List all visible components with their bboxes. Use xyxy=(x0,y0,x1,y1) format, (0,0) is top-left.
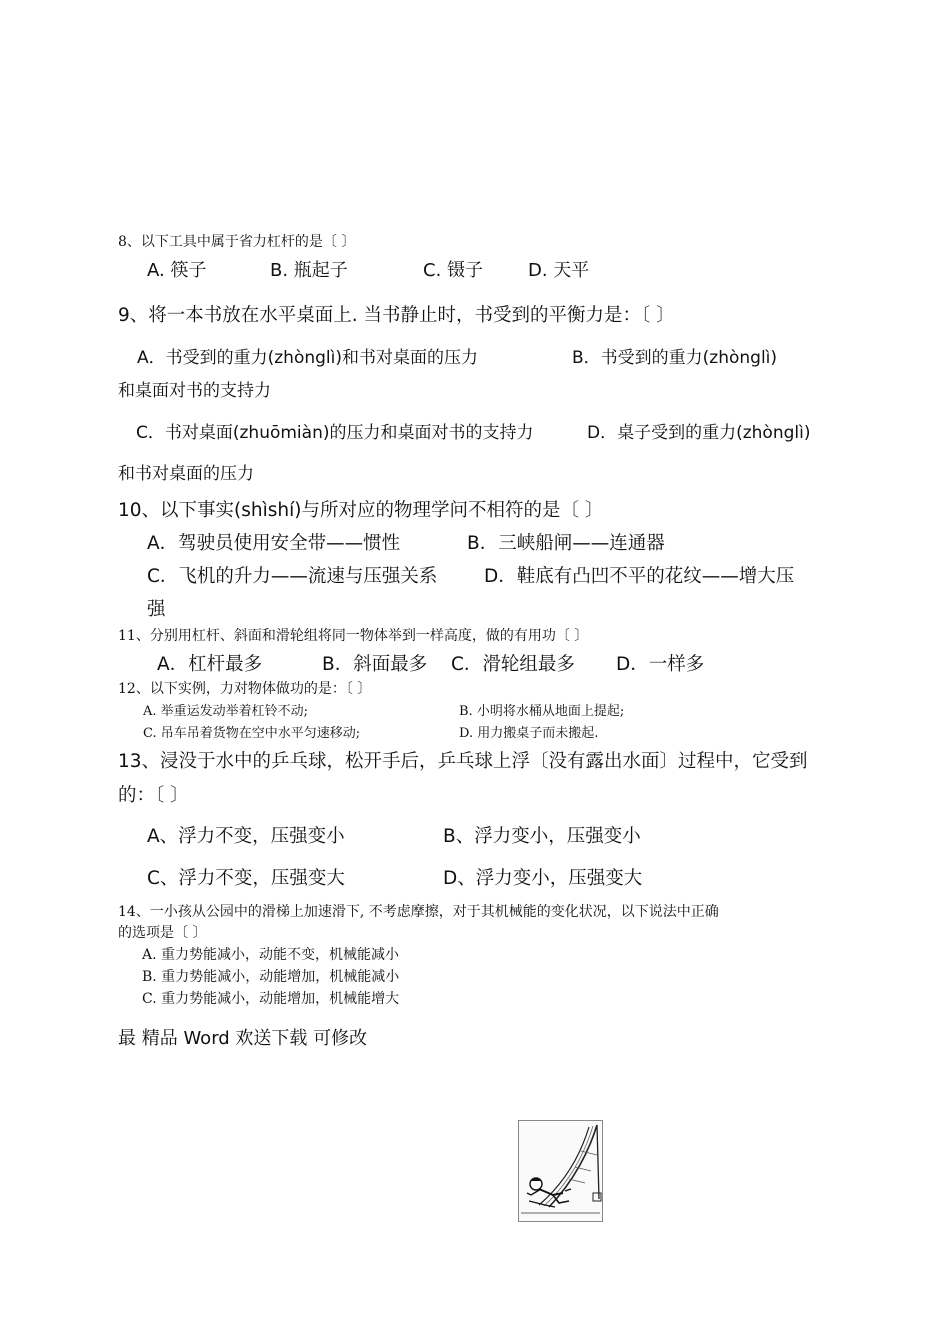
q10-option-d-cont: 强 xyxy=(147,599,166,620)
q12-option-a: A. 举重运发动举着杠铃不动; xyxy=(143,704,309,719)
q13-stem-cont: 的：〔 〕 xyxy=(118,785,189,806)
q9-option-b-cont: 和桌面对书的支持力 xyxy=(118,381,271,401)
q14-stem-cont: 的选项是〔 〕 xyxy=(118,925,207,941)
q11-option-a: A．杠杆最多 xyxy=(157,654,263,675)
q8-option-c: C. 镊子 xyxy=(423,260,484,281)
q11-option-c: C．滑轮组最多 xyxy=(451,654,575,675)
footer-note: 最 精品 Word 欢送下载 可修改 xyxy=(118,1028,368,1049)
q12-option-d: D. 用力搬桌子而未搬起. xyxy=(459,726,599,741)
q10-option-d: D．鞋底有凸凹不平的花纹——增大压 xyxy=(484,566,795,587)
q14-option-b: B. 重力势能减小，动能增加，机械能减小 xyxy=(142,969,400,985)
q12-option-b: B. 小明将水桶从地面上提起; xyxy=(459,704,625,719)
q11-option-b: B．斜面最多 xyxy=(322,654,428,675)
q11-option-d: D．一样多 xyxy=(616,654,705,675)
q13-option-b: B、浮力变小，压强变小 xyxy=(443,826,641,847)
q9-option-b: B．书受到的重力(zhònglì) xyxy=(572,348,778,368)
q12-option-c: C. 吊车吊着货物在空中水平匀速移动; xyxy=(143,726,361,741)
q10-option-a: A．驾驶员使用安全带——惯性 xyxy=(147,533,401,554)
q10-stem: 10、以下事实(shìshí)与所对应的物理学问不相符的是〔 〕 xyxy=(118,500,604,521)
q11-stem: 11、分别用杠杆、斜面和滑轮组将同一物体举到一样高度，做的有用功〔 〕 xyxy=(118,628,589,644)
q8-option-a: A. 筷子 xyxy=(147,260,207,281)
q13-option-a: A、浮力不变，压强变小 xyxy=(147,826,345,847)
slide-illustration xyxy=(518,1120,603,1222)
q14-option-a: A. 重力势能减小，动能不变，机械能减小 xyxy=(142,947,400,963)
q10-option-c: C．飞机的升力——流速与压强关系 xyxy=(147,566,438,587)
q12-stem: 12、以下实例，力对物体做功的是：〔 〕 xyxy=(118,681,372,697)
q8-option-b: B. 瓶起子 xyxy=(270,260,348,281)
q13-option-d: D、浮力变小，压强变大 xyxy=(443,868,643,889)
q14-option-c: C. 重力势能减小，动能增加，机械能增大 xyxy=(142,991,400,1007)
q13-option-c: C、浮力不变，压强变大 xyxy=(147,868,345,889)
child-on-slide-icon xyxy=(519,1121,602,1221)
q8-stem: 8、以下工具中属于省力杠杆的是〔 〕 xyxy=(118,234,356,250)
q9-option-d: D．桌子受到的重力(zhònglì) xyxy=(587,423,811,443)
q9-option-d-cont: 和书对桌面的压力 xyxy=(118,464,254,484)
q14-stem: 14、一小孩从公园中的滑梯上加速滑下, 不考虑摩擦，对于其机械能的变化状况，以下说法中正确 xyxy=(118,904,719,920)
q9-option-c: C．书对桌面(zhuōmiàn)的压力和桌面对书的支持力 xyxy=(136,423,534,443)
q13-stem: 13、浸没于水中的乒乓球，松开手后，乒乓球上浮〔没有露出水面〕过程中，它受到 xyxy=(118,751,808,772)
q10-option-b: B．三峡船闸——连通器 xyxy=(467,533,665,554)
q8-option-d: D. 天平 xyxy=(528,260,590,281)
q9-stem: 9、将一本书放在水平桌面上. 当书静止时，书受到的平衡力是：〔 〕 xyxy=(118,305,675,326)
q9-option-a: A．书受到的重力(zhònglì)和书对桌面的压力 xyxy=(137,348,479,368)
